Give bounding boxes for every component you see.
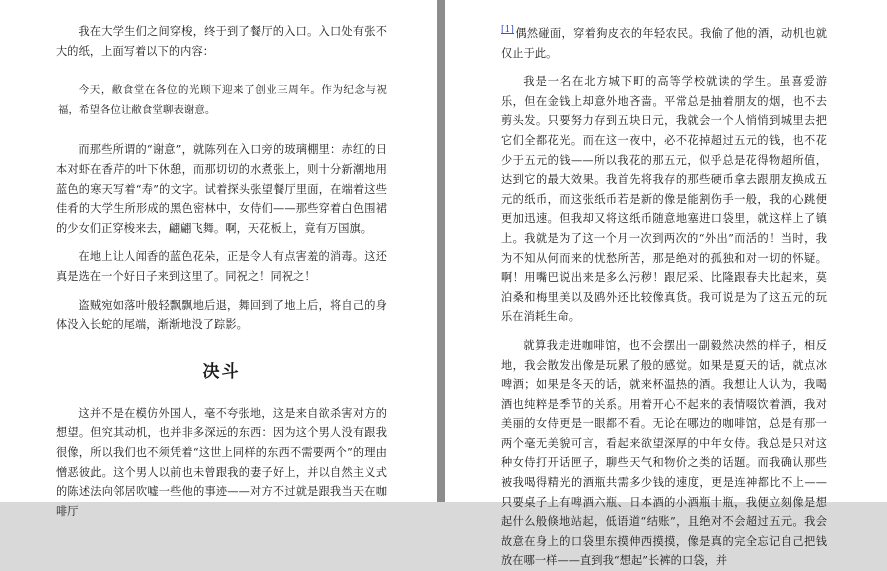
- footnote-link[interactable]: [1]: [501, 25, 515, 36]
- right-page: [445, 0, 887, 568]
- paragraph: [501, 24, 827, 63]
- page-gutter: [437, 0, 445, 502]
- paragraph-text: 偶然碰面，穿着狗皮衣的年轻农民。我偷了他的酒，动机也就仅止于此。: [501, 27, 827, 60]
- left-page: [0, 0, 437, 518]
- paragraph: 就算我走进咖啡馆，也不会摆出一副毅然决然的样子，相反地，我会散发出像是玩累了般的感觉。如果是夏天的话，就点冰啤酒；如果是冬天的话，就来杯温热的酒。我想让人认为，我喝酒也纯粹是季节的关系。用着开心不起来的表情啜饮着酒，我对美丽的女侍更是一眼都不看。无论在哪边的咖啡馆，总是有那一两个毫无美貌可言，看起来欲望深厚的中年女侍。我总是只对这种女侍打开话匣子，聊些天气和物价之类的话题。而我确认那些被我喝得精光的酒瓶共需多少钱的速度，更是连神都比不上——只要桌子上有啤酒六瓶、日本酒的小酒瓶十瓶，我便立刻像是想起什么般倏地站起，低语道“结账”，且绝对不会超过五元。我会故意在身上的口袋里东摸伸西摸摸，像是真的完全忘记自己把钱放在哪一样——直到我“想起”长裤的口袋，并: [501, 338, 827, 568]
- chapter-title: 决斗: [202, 361, 241, 382]
- paragraph: 盗贼宛如落叶般轻飘飘地后退，舞回到了地上后，将自己的身体没入长蛇的尾端，渐渐地没了踪影。: [56, 298, 387, 332]
- paragraph: 我是一名在北方城下町的高等学校就读的学生。虽喜爱游乐，但在金钱上却意外地吝啬。平常总是抽着朋友的烟，也不去剪头发。只要努力存到五块日元，我就会一个人悄悄到城里去把它们全都花光。而在这一夜中，必不花掉超过五元的钱，也不花少于五元的钱——所以我花的那五元，似乎总是花得物超所值，达到它的最大效果。我首先将我存的那些硬币拿去跟朋友换成五元的纸币，而这张纸币若是新的像是能割伤手一般，我的心跳便更加迅速。但我却又将这纸币随意地塞进口袋里，就这样上了镇上。我就是为了这一个月一次到两次的“外出”而活的！当时，我为不知从何而来的忧愁所苦，那是绝对的孤独和对一切的怀疑。啊！用嘴巴说出来是多么污秽！跟尼采、比隆跟春夫比起来，莫泊桑和梅里美以及鸥外还比较像真货。我可说是为了这五元的玩乐在消耗生命。: [501, 75, 827, 324]
- paragraph: 而那些所谓的“谢意”，就陈列在入口旁的玻璃棚里：赤红的日本对虾在香芹的叶下休憩，而那切切的水煮张上，则十分新潮地用蓝色的寒天写着“寿”的文字。试着探头张望餐厅里面，在端着这些佳肴的大学生所形成的黑色密林中，女侍们——那些穿着白色围裙的少女们正穿梭来去，翩翩飞舞。啊，天花板上，竟有万国旗。: [56, 143, 387, 235]
- paragraph: 在地上让人闻香的蓝色花朵，正是令人有点害羞的消毒。这还真是选在一个好日子来到这里了。同祝之！同祝之！: [56, 250, 387, 283]
- paragraph: 这并不是在模仿外国人，毫不夸张地，这是来自欲杀害对方的想望。但究其动机，也并非多深远的东西：因为这个男人没有跟我很像，所以我们也不须凭着“这世上同样的东西不需要两个”的理由憎恶彼此。这个男人以前也未曾跟我的妻子好上，并以自然主义式的陈述法向邻居吹嘘一些他的事迹——对方不过就是跟我当天在咖啡厅: [56, 406, 387, 518]
- paragraph: 我在大学生们之间穿梭，终于到了餐厅的入口。入口处有张不大的纸，上面写着以下的内容：: [56, 25, 387, 58]
- notice-text: 今天，敝食堂在各位的光顾下迎来了创业三周年。作为纪念与祝福，希望各位让敝食堂聊表谢意。: [58, 84, 387, 116]
